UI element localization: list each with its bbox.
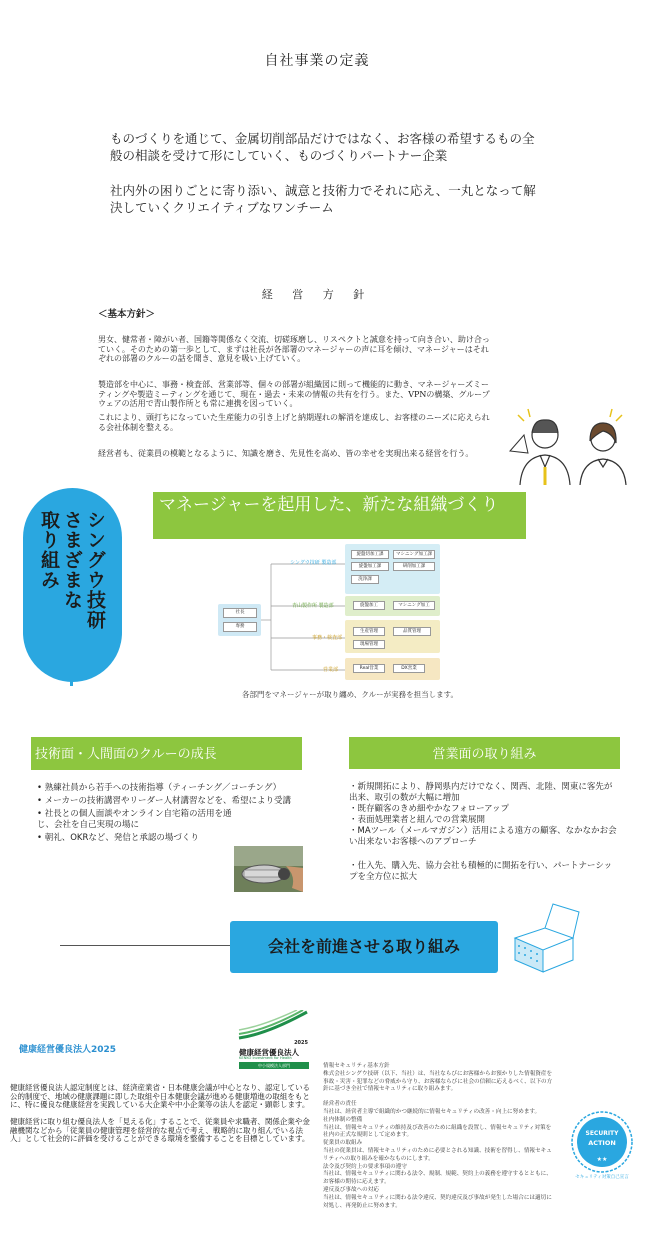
security-badge-caption: セキュリティ対策自己宣言 [575, 1175, 629, 1180]
kenko-logo-year: 2025 [294, 1040, 308, 1046]
org-unit: 品質管理 [393, 627, 431, 636]
initiatives-line-3: 取り組み [38, 510, 60, 590]
org-box-senior-director: 専務 [223, 622, 257, 632]
org-unit: 生産管理 [353, 627, 385, 636]
sales-section-title: 営業面の取り組み [349, 737, 620, 769]
policy-paragraph-2: 製造部を中心に、事務・検査部、営業部等、個々の部署が組織図に則って機能的に動き、マネージャーズミーティングや製造ミーティングを通じて、現在・過去・未来の情報の共有を行う。また、VPNの構築、グループウェアの活用で青山製作所とも常に連携を図っていく。 [98, 380, 490, 408]
policy-paragraph-3: これにより、頭打ちになっていた生産能力の引き上げと納期遅れの解消を達成し、お客様のニーズに応えられる会社体制を整える。 [98, 413, 490, 432]
security-badge-bottom: ACTION [588, 1139, 616, 1147]
org-chart-caption: 各部門をマネージャーが取り纏め、クルーが実務を担当します。 [241, 690, 459, 699]
cta-divider-line [60, 945, 232, 946]
policy-paragraph-4: 経営者も、従業員の模範となるように、知識を磨き、先見性を高め、皆の幸せを実現出来る経営を行う。 [98, 449, 474, 458]
initiatives-line-1: シングウ技研 [84, 510, 106, 630]
kenko-logo [237, 1010, 310, 1072]
crew-section-title: 技術面・人間面のクルーの成長 [31, 737, 302, 770]
dept-label-shingu-mfg: シングウ技研 製造部 [290, 560, 337, 566]
policy-title: 経 営 方 針 [261, 288, 373, 301]
kenko-logo-subtitle: KENKO Investment for Health [239, 1056, 292, 1060]
page-title: 自社事業の定義 [264, 53, 370, 69]
policy-paragraph-1: 男女、健常者・障がい者、国籍等関係なく交流、切磋琢磨し、リスペクトと誠意を持って向き合い、助け合っていく。そのための第一歩として、まずは社長が各部署のマネージャーの声に耳を傾け、マネージャーはそれぞれの部署のクルーの話を聞き、意見を吸い上げていく。 [98, 335, 490, 363]
kenko-wave-icon [237, 1010, 310, 1042]
org-unit: 旋盤加工課 [351, 562, 389, 571]
security-badge-top: SECURITY [585, 1130, 619, 1137]
org-unit: 研削加工課 [393, 562, 435, 571]
initiatives-line-2: さまざまな [61, 510, 83, 610]
dept-label-sales: 営業部 [323, 667, 339, 673]
org-chart [215, 542, 445, 682]
org-unit: 旋盤切加工課 [351, 550, 389, 559]
kenko-description-1: 健康経営優良法人認定制度とは、経済産業省・日本健康会議が中心となり、認定している公的制度で、地域の健康課題に即した取組や日本健康会議が進める健康増進の取組をもとに、特に優良な健康経営を実践している大企業や中小企業等の法人を認定・顕彰します。 [10, 1083, 310, 1109]
measuring-tool-photo [234, 846, 303, 892]
initiatives-pill [23, 488, 122, 682]
open-box-icon [505, 898, 580, 973]
org-unit: マシニング加工 [393, 601, 435, 610]
pill-stem [70, 678, 73, 686]
kenko-logo-band: 中小規模法人部門 [239, 1062, 309, 1069]
list-item: ・新規開拓により、静岡県内だけでなく、関西、北陸、関東に客先が出来、取引の数が大幅に増加 [349, 782, 613, 803]
org-box-president: 社長 [223, 608, 257, 618]
dept-label-aoyama-mfg: 青山製作所 製造部 [292, 603, 334, 609]
list-item: ・MAツール（メールマガジン）活用による遠方の顧客、なかなかお会い出来ないお客様へのアプローチ [349, 826, 617, 847]
list-item: • メーカーの技術講習やリーダー人材講習などを、希望により受講 [37, 796, 292, 806]
list-item: • 社長との個人面談やオンライン自宅箱の活用を通じ、会社を自己実現の場に [37, 809, 232, 830]
company-forward-banner[interactable]: 会社を前進させる取り組み [230, 921, 498, 973]
sales-list [349, 782, 620, 883]
security-policy-text: 情報セキュリティ基本方針 株式会社シングウ技研（以下、当社）は、当社ならびにお客様からお預かりした情報資産を事故・災害・犯罪などの脅威から守り、お客様ならびに社会の信頼に応えるべく、以下の方針に基づき全社で情報セキュリティに取り組みます。 経営者の責任 当社は、経営者主導で組織的かつ継続的に情報セキュリティの改善・向上に努めます。 社内体制の整備 当社は、情報セキュリティの維持及び改善のために組織を設置し、情報セキュリティ対策を社内の正式な規則として定めます。 従業員の取組み 当社の従業員は、情報セキュリティのために必要とされる知識、技術を習得し、情報セキュリティへの取り組みを確かなものにします。 法令及び契約上の要求事項の遵守 当社は、情報セキュリティに関わる法令、規制、規範、契約上の義務を遵守するとともに、お客様の期待に応えます。 違反及び事故への対応 当社は、情報セキュリティに関わる法令違反、契約違反及び事故が発生した場合には適切に対処し、再発防止に努めます。 [323, 1063, 553, 1209]
svg-text:★★: ★★ [596, 1156, 608, 1163]
basic-policy-label: ＜基本方針＞ [98, 309, 156, 320]
crew-list [37, 783, 297, 844]
kenko-description-2: 健康経営に取り組む優良法人を「見える化」することで、従業員や求職者、関係企業や金融機関などから「従業員の健康管理を経営的な視点で考え、戦略的に取り組んでいる法人」として社会的に評価を受けることができる環境を整備することを目標としています。 [10, 1117, 310, 1143]
manager-section-title: マネージャーを起用した、新たな組織づくり [153, 492, 526, 539]
dept-label-admin-inspection: 事務・検査部 [312, 635, 343, 641]
business-people-illustration [500, 405, 640, 485]
kenko-label: 健康経営優良法人2025 [19, 1045, 117, 1055]
list-item: • 朝礼、OKRなど、発信と承認の場づくり [37, 833, 199, 843]
org-unit: マシニング加工課 [393, 550, 435, 559]
list-item: ・表面処理業者と組んでの営業展開 [349, 815, 486, 825]
initiatives-vertical-text [37, 510, 106, 630]
org-unit: 洗浄課 [351, 575, 379, 584]
list-item: ・既存顧客のきめ細やかなフォローアップ [349, 804, 510, 814]
definition-text-2: 社内外の困りごとに寄り添い、誠意と技術力でそれに応え、一丸となって解決していくクリエイティブなワンチーム [110, 183, 536, 215]
security-action-badge [566, 1110, 638, 1182]
definition-text-1: ものづくりを通じて、金属切削部品だけではなく、お客様の希望するもの全般の相談を受けて形にしていく、ものづくりパートナー企業 [110, 131, 535, 163]
org-unit: 現場管理 [353, 640, 385, 649]
list-item: • 熟練社員から若手への技術指導（ティーチング／コーチング） [37, 783, 282, 793]
list-item: ・仕入先、購入先、協力会社も積極的に開拓を行い、パートナーシップを全方位に拡大 [349, 861, 613, 882]
org-unit: DX営業 [393, 664, 425, 673]
kenko-logo-title: 健康経営優良法人 [239, 1048, 299, 1057]
org-unit: 旋盤加工 [353, 601, 385, 610]
org-unit: Real営業 [353, 664, 385, 673]
